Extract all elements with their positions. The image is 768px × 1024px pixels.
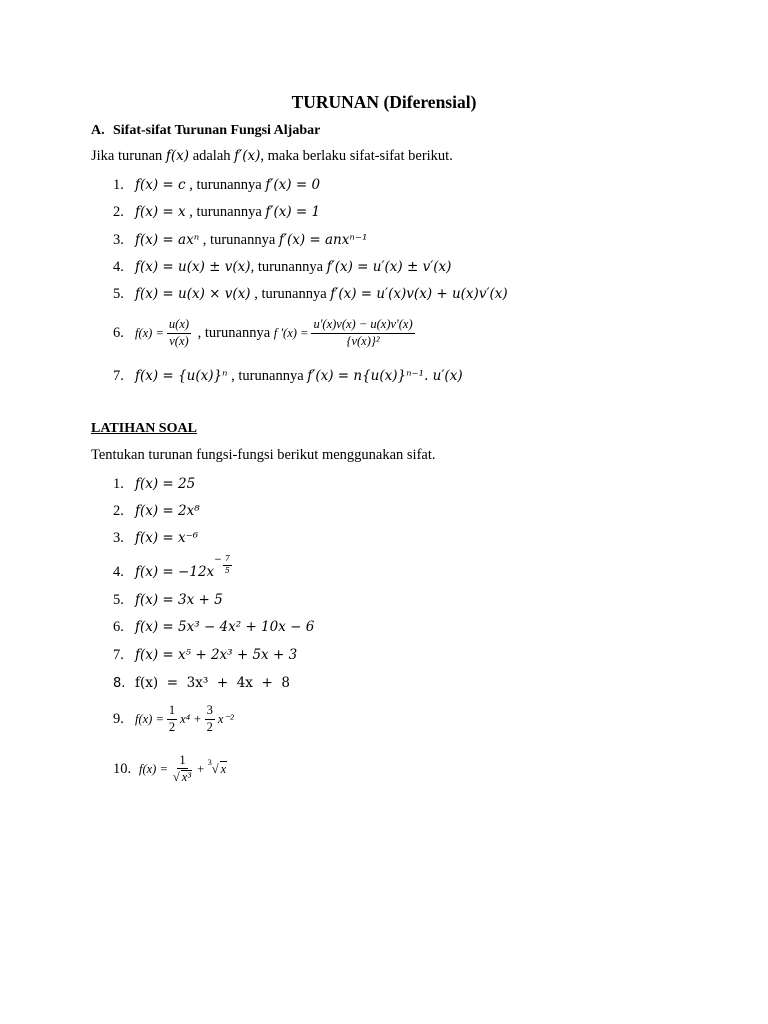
item-number: 5. [113,591,124,608]
page-title: TURUNAN (Diferensial) [291,92,477,112]
item-number: 8. [113,675,126,691]
item-number: 1. [113,176,124,193]
property-word: turunannya [204,324,271,341]
property-item: 3. f(x) = axⁿ , turunannya f′(x) = anxⁿ⁻¹ [113,231,368,248]
property-derivative: f′(x) = u′(x)v(x) + u(x)v′(x) [330,286,508,302]
intro-mid: adalah [192,148,231,164]
property-item: 4. f(x) = u(x) ± v(x) , turunannya f′(x) = u′(x) ± v′(x) [113,258,452,275]
property-derivative: f′(x) = 1 [265,204,321,220]
property-function: f(x) = c [135,177,186,193]
fraction-denominator: v(x) [169,333,189,348]
exercise-function: f(x) = [139,761,168,776]
exercise-term: x⁻² [217,712,234,726]
section-a-heading [91,123,320,139]
exercise-item [113,588,223,612]
intro-fx: f(x) [165,148,190,164]
intro-text [91,148,453,165]
radicand: x³ [181,770,192,784]
plus-sign: + [197,761,205,776]
fraction-numerator: u'(x)v(x) − u(x)v'(x) [311,318,414,333]
exercise-function: f(x) = x⁵ + 2x³ + 5x + 3 [135,647,298,663]
item-number: 3. [113,529,124,546]
property-word: turunannya [238,367,304,384]
exercise-function: f(x) = 3x + 5 [135,592,223,608]
fraction-numerator: 1 [167,704,177,719]
item-number: 10. [113,760,132,777]
exercise-item [113,643,297,667]
exercise-heading: LATIHAN SOAL [91,421,197,436]
exponent: − $\frac{7}{5}$ [214,554,230,575]
fraction-numerator: 1 [177,754,187,769]
item-number: 9. [113,710,124,727]
exercise-item [113,526,198,550]
coefficient-fraction [167,704,177,733]
property-word: turunannya [210,231,276,248]
fraction-denominator: 2 [206,719,213,734]
property-derivative: f '(x) = [273,325,309,340]
exercise-function: f(x) = [135,711,164,726]
property-function: f(x) = u(x) × v(x) [135,286,251,302]
property-word: turunannya [261,285,327,302]
quotient-fraction [167,318,191,347]
intro-prefix: Jika turunan [91,148,163,164]
exercise-item [113,671,290,695]
exercise-function: f(x) = x⁻⁶ [135,530,199,546]
item-number: 1. [113,475,124,492]
property-derivative: f′(x) = 0 [265,177,321,193]
property-derivative: f′(x) = u′(x) ± v′(x) [326,259,452,275]
exercise-item [113,615,314,639]
fraction-denominator: √ x³ [172,770,192,784]
item-number: 7. [113,646,124,663]
item-number: 3. [113,231,124,248]
exercise-item [113,699,234,739]
fraction-denominator: {v(x)}² [346,333,380,348]
exercise-item [113,472,195,496]
derivative-fraction [311,318,414,347]
property-item: 5. f(x) = u(x) × v(x) , turunannya f′(x) = u′(x)v(x) + u(x)v′(x) [113,285,508,302]
exercise-term: x⁴ + [180,711,202,726]
exercise-instruction: Tentukan turunan fungsi-fungsi berikut menggunakan sifat. [91,447,436,463]
section-title: Sifat-sifat Turunan Fungsi Aljabar [113,123,321,138]
exercise-item [113,748,227,790]
property-word: turunannya [196,176,262,193]
exercise-function: f(x) = 25 [135,476,196,492]
item-number: 6. [113,618,124,635]
exponent-fraction [223,555,232,575]
item-number: 4. [113,258,124,275]
root-sign: √ [211,761,219,776]
exercise-function: f(x) = 5x³ − 4x² + 10x − 6 [135,619,315,635]
fraction-numerator: u(x) [167,318,191,333]
property-item: 7. f(x) = {u(x)}ⁿ , turunannya f′(x) = n{u(x)}ⁿ⁻¹. u′(x) [113,367,463,384]
property-function: f(x) = axⁿ [135,232,200,248]
coefficient-fraction [205,704,215,733]
property-item: 2. f(x) = x , turunannya f′(x) = 1 [113,203,321,220]
item-number: 5. [113,285,124,302]
property-derivative: f′(x) = anxⁿ⁻¹ [278,232,368,248]
property-function: f(x) = {u(x)}ⁿ [135,368,228,384]
item-number: 7. [113,367,124,384]
property-function: f(x) = [135,325,164,340]
item-number: 6. [113,324,124,341]
property-word: turunannya [196,203,262,220]
exercise-item [113,554,233,584]
radicand: x [220,762,227,776]
reciprocal-fraction [171,754,194,784]
section-letter: A. [91,123,105,138]
property-derivative: f′(x) = n{u(x)}ⁿ⁻¹. u′(x) [307,368,463,384]
intro-fpx: f′(x) [234,148,261,164]
property-function: f(x) = u(x) ± v(x) [135,259,251,275]
fraction-denominator: 5 [224,565,230,575]
exercise-item [113,499,200,523]
property-word: turunannya [257,258,324,275]
item-number: 4. [113,563,124,580]
fraction-numerator: 3 [205,704,215,719]
fraction-numerator: 7 [223,555,232,565]
exercise-function: f(x) = 2x⁸ [135,503,200,519]
exercise-function: f(x) = −12x [135,564,215,580]
exercise-function: f(x) = 3x³ + 4x + 8 [135,675,290,691]
root-index: 3 [207,757,212,767]
property-item: 6. f(x) = $\frac{u(x)}{v(x)}$ , turunannya f '(x) = $\frac{u'(x)v(x) - u(x)v'(x)}{\text{\{v(x)\}²}}$ [113,317,413,348]
property-item: 1. f(x) = c , turunannya f′(x) = 0 [113,176,321,193]
property-function: f(x) = x [135,204,186,220]
item-number: 2. [113,203,124,220]
intro-suffix: , maka berlaku sifat-sifat berikut. [260,148,453,164]
item-number: 2. [113,502,124,519]
fraction-denominator: 2 [168,719,176,734]
